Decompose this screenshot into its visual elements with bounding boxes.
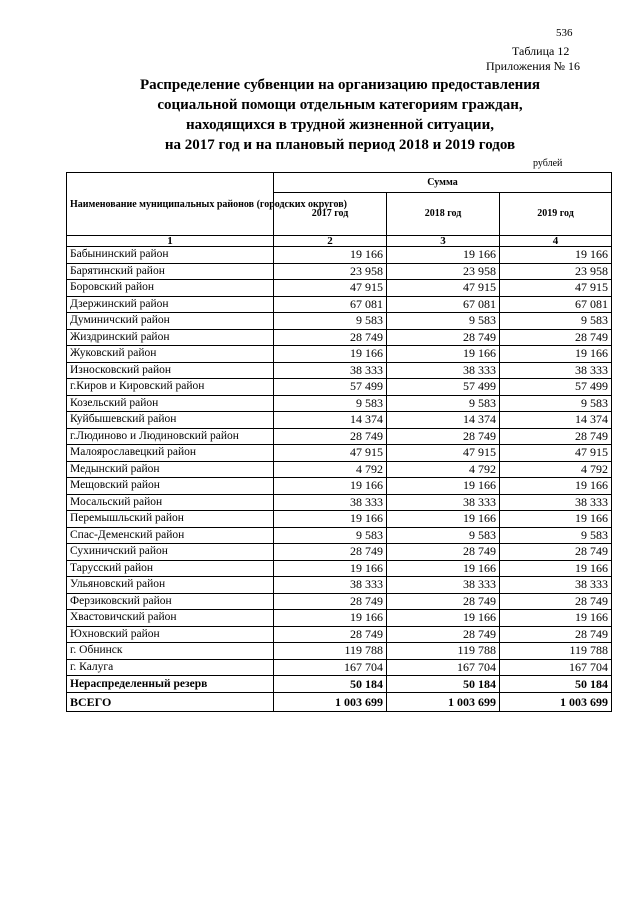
value-2018: 1 003 699 [387,693,500,712]
value-2018: 47 915 [387,445,500,462]
value-2017: 19 166 [274,346,387,363]
row-name: г. Обнинск [67,643,274,660]
table-row [67,461,612,478]
value-2017: 23 958 [274,263,387,280]
subvention-table [66,172,612,712]
value-2018: 9 583 [387,395,500,412]
value-2018: 38 333 [387,494,500,511]
row-name: Дзержинский район [67,296,274,313]
row-name: г. Калуга [67,659,274,676]
table-row [67,511,612,528]
row-name: Спас-Деменский район [67,527,274,544]
appendix-reference: Приложения № 16 [486,59,581,73]
value-2018: 57 499 [387,379,500,396]
value-2019: 9 583 [500,395,612,412]
value-2019: 167 704 [500,659,612,676]
row-name: Куйбышевский район [67,412,274,429]
value-2017: 9 583 [274,313,387,330]
value-2018: 19 166 [387,511,500,528]
row-name: Ульяновский район [67,577,274,594]
row-name: ВСЕГО [67,693,274,712]
name-column-header: Наименование муниципальных районов (городских округов) [67,173,274,236]
value-2018: 4 792 [387,461,500,478]
value-2017: 1 003 699 [274,693,387,712]
row-name: Барятинский район [67,263,274,280]
row-name: Тарусский район [67,560,274,577]
table-row [67,478,612,495]
value-2017: 28 749 [274,428,387,445]
table-row [67,346,612,363]
table-row [67,610,612,627]
value-2017: 14 374 [274,412,387,429]
value-2018: 28 749 [387,626,500,643]
title-line: на 2017 год и на плановый период 2018 и 2019 годов [164,137,516,153]
value-2019: 47 915 [500,280,612,297]
table-row [67,296,612,313]
value-2019: 19 166 [500,511,612,528]
value-2018: 19 166 [387,346,500,363]
table-reference: Таблица 12 [512,44,570,58]
value-2018: 19 166 [387,478,500,495]
year-header-2019: 2019 год [500,192,612,235]
value-2019: 19 166 [500,346,612,363]
row-name: Перемышльский район [67,511,274,528]
value-2018: 50 184 [387,676,500,693]
value-2017: 9 583 [274,395,387,412]
value-2019: 57 499 [500,379,612,396]
value-2019: 19 166 [500,610,612,627]
value-2019: 19 166 [500,560,612,577]
row-name: Медынский район [67,461,274,478]
row-name: Юхновский район [67,626,274,643]
table-row [67,494,612,511]
value-2018: 119 788 [387,643,500,660]
value-2018: 38 333 [387,362,500,379]
value-2018: 28 749 [387,544,500,561]
value-2017: 50 184 [274,676,387,693]
value-2017: 19 166 [274,247,387,264]
value-2017: 67 081 [274,296,387,313]
value-2017: 47 915 [274,280,387,297]
table-row [67,313,612,330]
value-2019: 4 792 [500,461,612,478]
row-name: г.Киров и Кировский район [67,379,274,396]
table-row [67,593,612,610]
value-2019: 1 003 699 [500,693,612,712]
value-2019: 38 333 [500,577,612,594]
row-name: Думиничский район [67,313,274,330]
value-2018: 28 749 [387,428,500,445]
value-2019: 9 583 [500,527,612,544]
table-row [67,412,612,429]
value-2019: 28 749 [500,329,612,346]
table-row [67,527,612,544]
value-2019: 28 749 [500,593,612,610]
value-2017: 19 166 [274,610,387,627]
value-2017: 28 749 [274,544,387,561]
value-2019: 38 333 [500,362,612,379]
value-2019: 38 333 [500,494,612,511]
table-row [67,428,612,445]
value-2017: 28 749 [274,593,387,610]
value-2017: 9 583 [274,527,387,544]
value-2017: 19 166 [274,478,387,495]
value-2017: 38 333 [274,494,387,511]
table-row [67,280,612,297]
sum-column-header: Сумма [274,173,612,193]
title-line: Распределение субвенции на организацию предоставления [139,77,541,93]
document-title [80,75,600,155]
value-2019: 9 583 [500,313,612,330]
row-name: Жиздринский район [67,329,274,346]
table-row [67,329,612,346]
value-2017: 38 333 [274,577,387,594]
table-row [67,247,612,264]
value-2018: 14 374 [387,412,500,429]
table-row [67,379,612,396]
value-2018: 47 915 [387,280,500,297]
table-row [67,626,612,643]
value-2018: 28 749 [387,329,500,346]
row-name: Мещовский район [67,478,274,495]
value-2017: 19 166 [274,511,387,528]
value-2019: 28 749 [500,428,612,445]
value-2018: 9 583 [387,527,500,544]
row-name: Мосальский район [67,494,274,511]
value-2019: 47 915 [500,445,612,462]
column-number: 4 [500,236,612,247]
value-2019: 67 081 [500,296,612,313]
title-line: социальной помощи отдельным категориям граждан, [157,97,523,113]
value-2019: 28 749 [500,626,612,643]
value-2018: 23 958 [387,263,500,280]
value-2019: 50 184 [500,676,612,693]
column-number: 2 [274,236,387,247]
row-name: Боровский район [67,280,274,297]
row-name: Жуковский район [67,346,274,363]
row-name: Нераспределенный резерв [67,676,274,693]
row-name: Хвастовичский район [67,610,274,627]
table-row [67,544,612,561]
value-2019: 19 166 [500,478,612,495]
row-name: Ферзиковский район [67,593,274,610]
value-2019: 14 374 [500,412,612,429]
column-number: 1 [67,236,274,247]
column-number: 3 [387,236,500,247]
table-row [67,395,612,412]
value-2019: 119 788 [500,643,612,660]
year-header-2018: 2018 год [387,192,500,235]
year-header-2017: 2017 год [274,192,387,235]
table-row [67,445,612,462]
table-row [67,362,612,379]
value-2019: 28 749 [500,544,612,561]
value-2017: 167 704 [274,659,387,676]
value-2018: 9 583 [387,313,500,330]
value-2018: 28 749 [387,593,500,610]
value-2019: 23 958 [500,263,612,280]
value-2018: 19 166 [387,610,500,627]
title-line: находящихся в трудной жизненной ситуации, [186,117,494,133]
table-row [67,659,612,676]
value-2019: 19 166 [500,247,612,264]
reserve-row [67,676,612,693]
value-2018: 19 166 [387,560,500,577]
total-row [67,693,612,712]
table-row [67,643,612,660]
value-2017: 47 915 [274,445,387,462]
table-row [67,560,612,577]
value-2017: 4 792 [274,461,387,478]
row-name: Износковский район [67,362,274,379]
row-name: Бабынинский район [67,247,274,264]
value-2017: 57 499 [274,379,387,396]
value-2017: 19 166 [274,560,387,577]
value-2018: 67 081 [387,296,500,313]
value-2017: 119 788 [274,643,387,660]
value-2017: 28 749 [274,329,387,346]
value-2017: 38 333 [274,362,387,379]
table-row [67,577,612,594]
row-name: Малоярославецкий район [67,445,274,462]
value-2018: 38 333 [387,577,500,594]
value-2017: 28 749 [274,626,387,643]
row-name: г.Людиново и Людиновский район [67,428,274,445]
value-2018: 19 166 [387,247,500,264]
units-label: рублей [533,158,563,169]
row-name: Сухиничский район [67,544,274,561]
row-name: Козельский район [67,395,274,412]
table-row [67,263,612,280]
value-2018: 167 704 [387,659,500,676]
page-number: 536 [556,27,573,39]
